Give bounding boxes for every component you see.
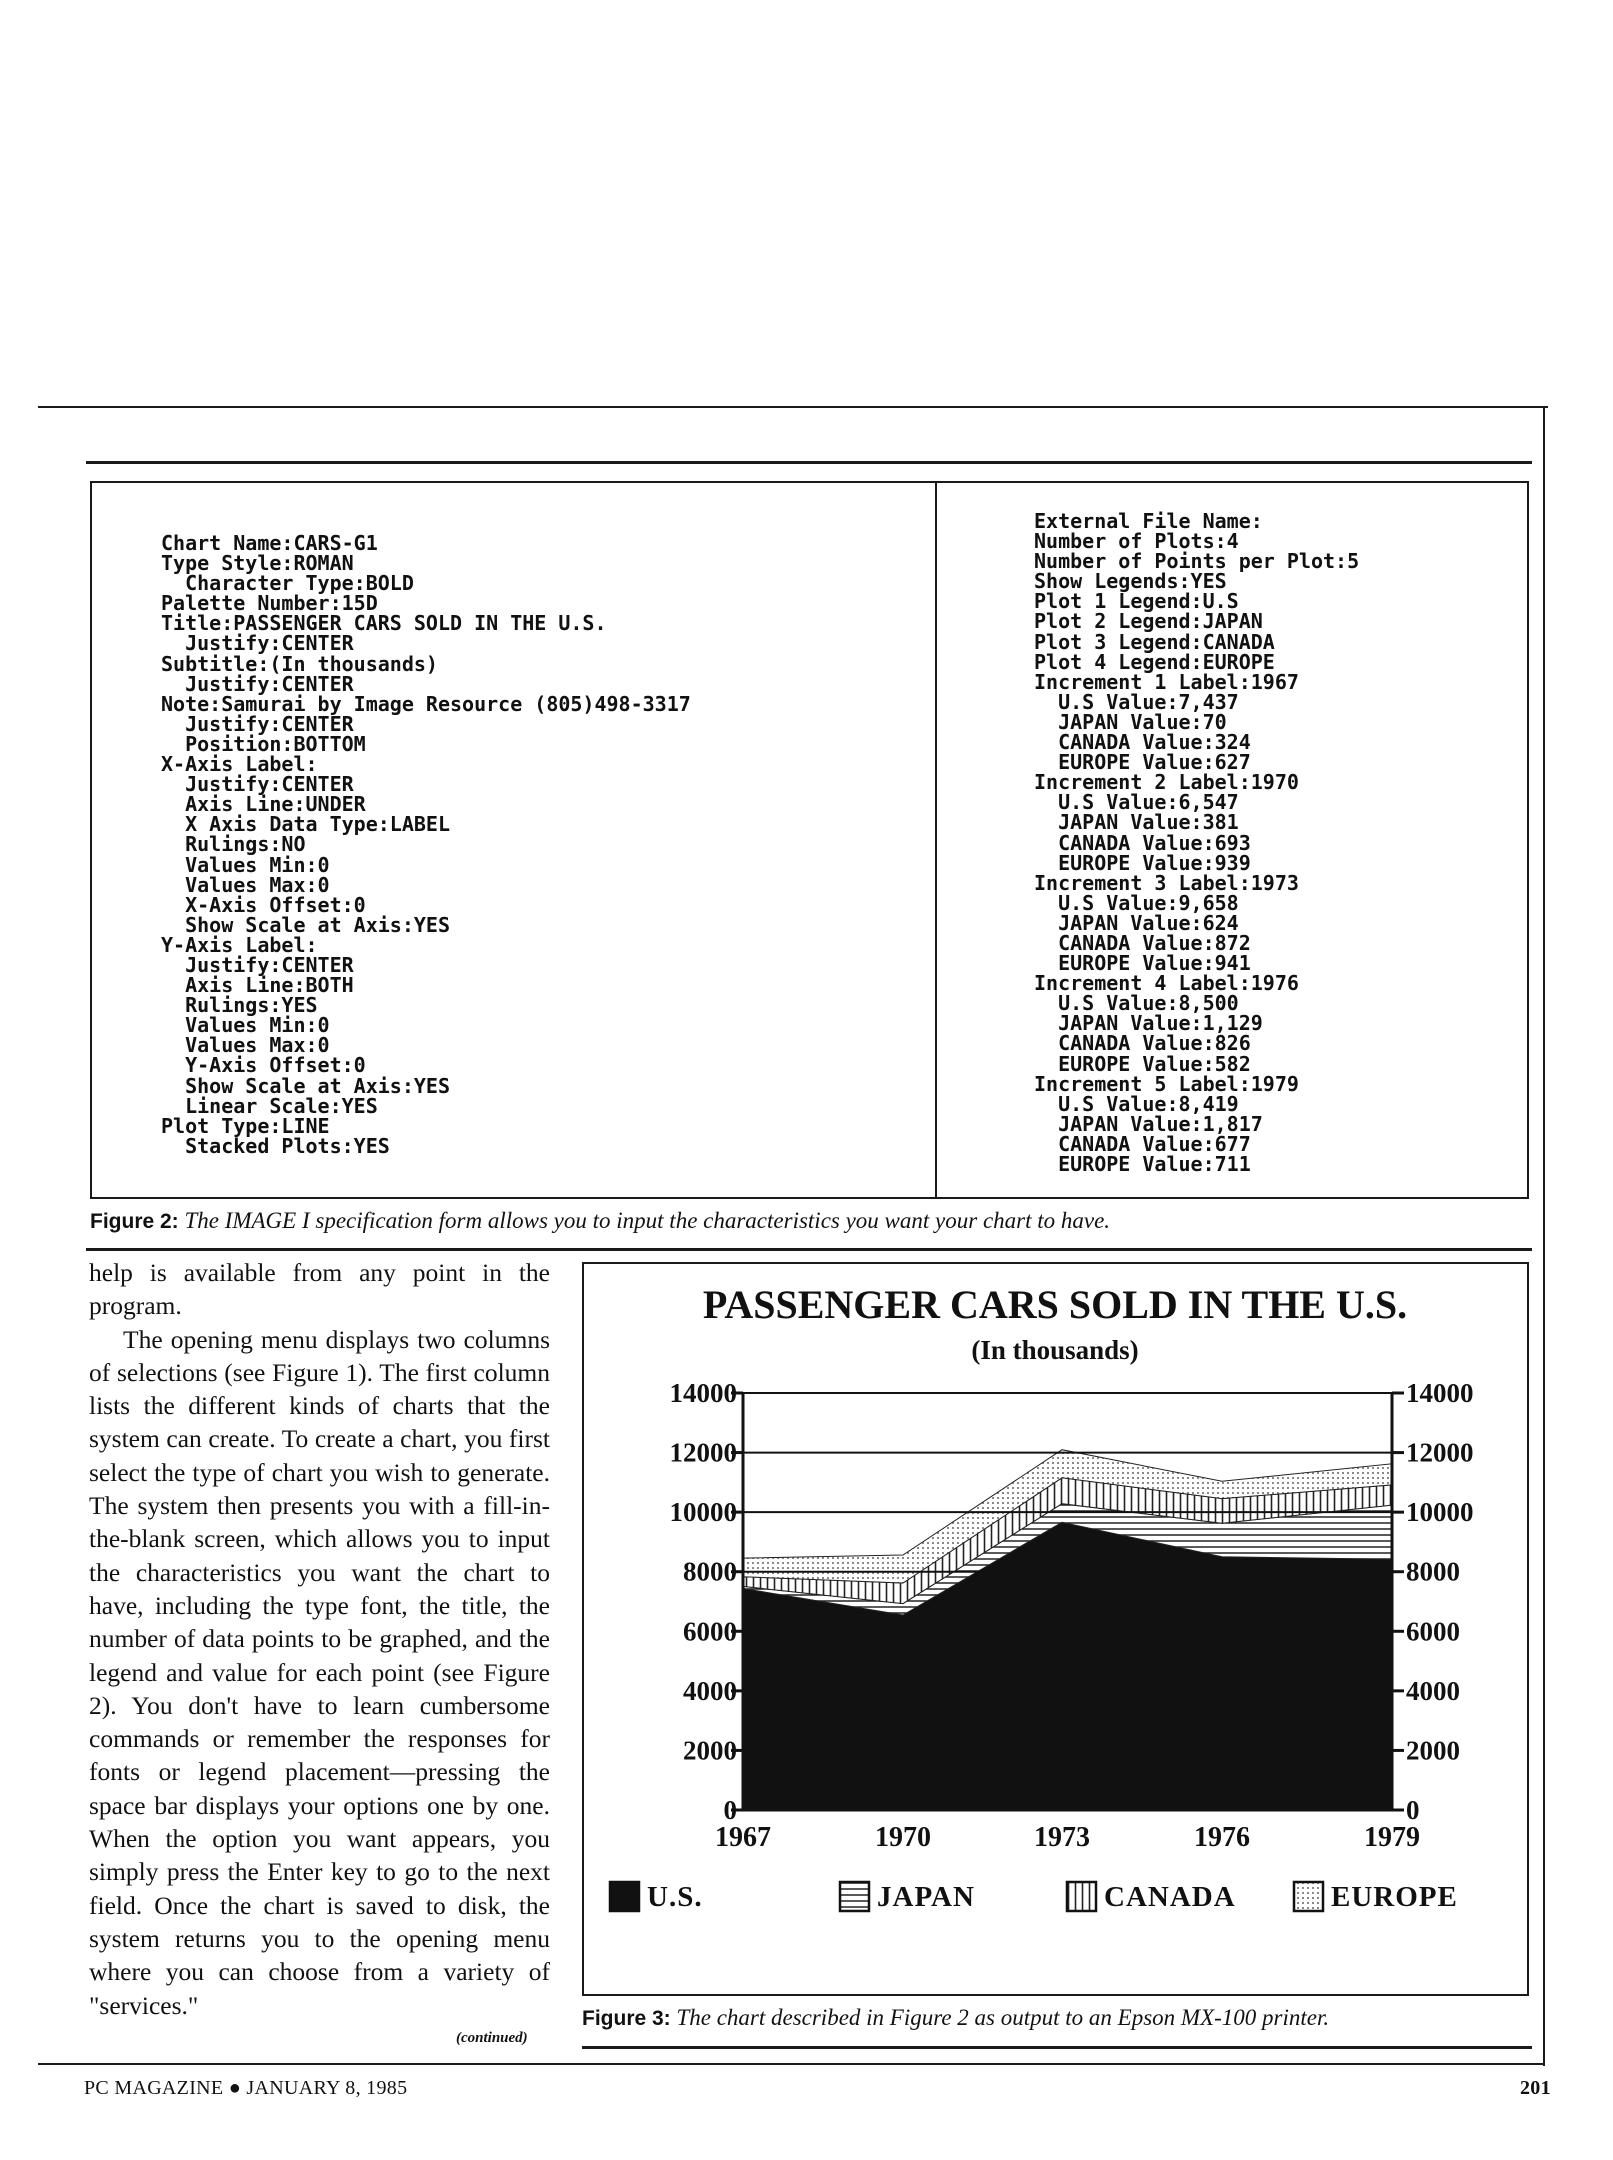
y-tick-label-right: 6000	[1406, 1616, 1460, 1647]
legend-label: EUROPE	[1331, 1881, 1458, 1913]
x-tick-label: 1967	[715, 1822, 771, 1853]
form-field-line: Number of Points per Plot:5	[1034, 549, 1360, 574]
form-field-line: Y-Axis Offset:0	[161, 1053, 366, 1078]
y-tick-label-right: 12000	[1406, 1437, 1474, 1468]
top-border-line	[38, 406, 1548, 408]
article-paragraph: help is available from any point in the program.	[89, 1258, 550, 1321]
x-tick-label: 1976	[1194, 1822, 1250, 1853]
form-field-line: EUROPE Value:711	[1034, 1152, 1251, 1176]
footer-rule	[38, 2063, 1545, 2065]
y-tick-label-left: 0	[723, 1795, 737, 1825]
chart-title: PASSENGER CARS SOLD IN THE U.S.	[702, 1282, 1408, 1327]
figure3-chart	[582, 1262, 1529, 1996]
article-column	[89, 1256, 550, 2022]
footer-publication: PC MAGAZINE ● JANUARY 8, 1985	[84, 2077, 408, 2099]
figure3-bottom-rule	[582, 2046, 1532, 2049]
figure2-top-rule	[86, 461, 1532, 464]
y-tick-label-right: 14000	[1406, 1378, 1474, 1408]
form-field-line: Increment 4 Label:1976	[1034, 971, 1299, 996]
article-paragraph: The opening menu displays two columns of selections (see Figure 1). The first column lists the different kinds of charts that the system can create. To create a chart, you first select the type of chart you wish to generate. The system then presents you with a fill-in-the-blank screen, which allows you to input the characteristics you want the chart to have, including the type font, the title, the number of data points to be graphed, and the legend and value for each point (see Figure 2). You don't have to learn cumbersome commands or remember the responses for fonts or legend placement—pressing the space bar displays your options one by one. When the option you want appears, you simply press the Enter key to go to the next field. Once the chart is saved to disk, the system returns you to the opening menu where you can choose from a variety of "services."	[89, 1324, 550, 2020]
form-field-line: U.S Value:7,437	[1034, 689, 1239, 714]
form-field-line: Type Style:ROMAN	[161, 551, 354, 576]
form-right-column	[1034, 511, 1359, 1174]
form-field-line: JAPAN Value:1,129	[1034, 1011, 1263, 1036]
form-field-line: EUROPE Value:939	[1034, 850, 1251, 875]
form-field-line: CANADA Value:693	[1034, 830, 1251, 855]
form-field-line: X-Axis Offset:0	[161, 892, 366, 917]
legend-swatch-europe	[1294, 1882, 1323, 1911]
y-tick-label-left: 4000	[683, 1675, 737, 1706]
form-field-line: EUROPE Value:582	[1034, 1051, 1251, 1076]
y-tick-label-left: 2000	[683, 1735, 737, 1766]
y-tick-label-right: 10000	[1406, 1497, 1474, 1528]
x-tick-label: 1970	[875, 1822, 931, 1853]
figure2-caption	[90, 1207, 1530, 1236]
form-field-line: Y-Axis Label:	[161, 932, 318, 957]
form-field-line: Position:BOTTOM	[161, 731, 366, 756]
y-tick-label-left: 12000	[669, 1437, 737, 1468]
figure3-caption-text: The chart described in Figure 2 as output to an Epson MX-100 printer.	[676, 2005, 1330, 2030]
form-field-line: Plot Type:LINE	[161, 1113, 330, 1138]
form-field-line: Show Scale at Axis:YES	[161, 1073, 450, 1098]
form-field-line: X Axis Data Type:LABEL	[161, 812, 450, 837]
form-field-line: U.S Value:8,500	[1034, 991, 1239, 1016]
legend-swatch-canada	[1067, 1882, 1096, 1911]
form-field-line: JAPAN Value:70	[1034, 709, 1227, 734]
form-field-line: Increment 2 Label:1970	[1034, 770, 1299, 795]
form-field-line: Palette Number:15D	[161, 591, 378, 616]
form-field-line: Linear Scale:YES	[161, 1093, 378, 1118]
form-field-line: JAPAN Value:1,817	[1034, 1111, 1263, 1136]
form-field-line: Number of Plots:4	[1034, 529, 1239, 554]
form-field-line: Axis Line:BOTH	[161, 973, 354, 998]
form-field-line: JAPAN Value:381	[1034, 810, 1239, 835]
y-tick-label-left: 14000	[669, 1378, 737, 1408]
form-field-line: Values Max:0	[161, 1033, 330, 1058]
figure2-form	[90, 481, 1529, 1199]
form-field-line: Increment 5 Label:1979	[1034, 1071, 1299, 1096]
form-field-line: U.S Value:8,419	[1034, 1091, 1239, 1116]
form-field-line: U.S Value:6,547	[1034, 790, 1239, 815]
legend-swatch-us	[610, 1882, 639, 1911]
form-field-line: Show Legends:YES	[1034, 569, 1227, 594]
legend-label: U.S.	[647, 1881, 703, 1913]
y-tick-label-right: 2000	[1406, 1735, 1460, 1766]
page-number: 201	[1520, 2077, 1551, 2099]
form-field-line: Subtitle:(In thousands)	[161, 651, 438, 676]
form-left-column	[161, 533, 691, 1156]
x-tick-label: 1979	[1364, 1822, 1420, 1853]
right-border-line	[1543, 406, 1545, 2066]
y-tick-label-right: 8000	[1406, 1556, 1460, 1587]
form-field-line: Rulings:NO	[161, 832, 306, 857]
y-tick-label-right: 0	[1406, 1795, 1420, 1825]
form-field-line: Values Min:0	[161, 852, 330, 877]
figure2-caption-label: Figure 2:	[90, 1210, 179, 1233]
y-tick-label-left: 8000	[683, 1556, 737, 1587]
chart-subtitle: (In thousands)	[971, 1335, 1139, 1365]
form-field-line: Justify:CENTER	[161, 671, 354, 696]
form-field-line: Values Min:0	[161, 1013, 330, 1038]
form-field-line: Character Type:BOLD	[161, 571, 414, 596]
form-field-line: Increment 3 Label:1973	[1034, 870, 1299, 895]
form-field-line: CANADA Value:677	[1034, 1131, 1251, 1156]
figure3-caption-label: Figure 3:	[582, 2007, 671, 2030]
form-field-line: Chart Name:CARS-G1	[161, 531, 378, 555]
form-field-line: Rulings:YES	[161, 993, 318, 1018]
form-field-line: Values Max:0	[161, 872, 330, 897]
y-tick-label-left: 6000	[683, 1616, 737, 1647]
form-field-line: Plot 3 Legend:CANADA	[1034, 629, 1275, 654]
legend-swatch-japan	[840, 1882, 869, 1911]
form-field-line: X-Axis Label:	[161, 752, 318, 777]
form-field-line: JAPAN Value:624	[1034, 910, 1239, 935]
figure3-caption	[582, 2004, 1532, 2033]
form-field-line: U.S Value:9,658	[1034, 890, 1239, 915]
figure2-bottom-rule	[86, 1248, 1532, 1251]
form-field-line: Stacked Plots:YES	[161, 1133, 390, 1158]
figure2-column-divider	[935, 483, 937, 1197]
form-field-line: Plot 1 Legend:U.S	[1034, 589, 1239, 614]
x-tick-label: 1973	[1034, 1822, 1090, 1853]
legend-label: CANADA	[1104, 1881, 1236, 1913]
form-field-line: EUROPE Value:941	[1034, 951, 1251, 976]
form-field-line: Plot 2 Legend:JAPAN	[1034, 609, 1263, 634]
form-field-line: Justify:CENTER	[161, 631, 354, 656]
continued-label: (continued)	[456, 2030, 528, 2046]
form-field-line: EUROPE Value:627	[1034, 750, 1251, 775]
form-field-line: Note:Samurai by Image Resource (805)498-3317	[161, 691, 691, 716]
form-field-line: Justify:CENTER	[161, 772, 354, 797]
legend-label: JAPAN	[877, 1881, 975, 1913]
form-field-line: CANADA Value:324	[1034, 730, 1251, 755]
form-field-line: Axis Line:UNDER	[161, 792, 366, 817]
form-field-line: Show Scale at Axis:YES	[161, 912, 450, 937]
form-field-line: Justify:CENTER	[161, 952, 354, 977]
form-field-line: Title:PASSENGER CARS SOLD IN THE U.S.	[161, 611, 607, 636]
form-field-line: Increment 1 Label:1967	[1034, 669, 1299, 694]
form-field-line: External File Name:	[1034, 509, 1263, 533]
form-field-line: CANADA Value:826	[1034, 1031, 1251, 1056]
form-field-line: Justify:CENTER	[161, 711, 354, 736]
y-tick-label-left: 10000	[669, 1497, 737, 1528]
figure2-caption-text: The IMAGE I specification form allows you to input the characteristics you want your chart to have.	[184, 1208, 1111, 1233]
form-field-line: Plot 4 Legend:EUROPE	[1034, 649, 1275, 674]
form-field-line: CANADA Value:872	[1034, 930, 1251, 955]
y-tick-label-right: 4000	[1406, 1675, 1460, 1706]
